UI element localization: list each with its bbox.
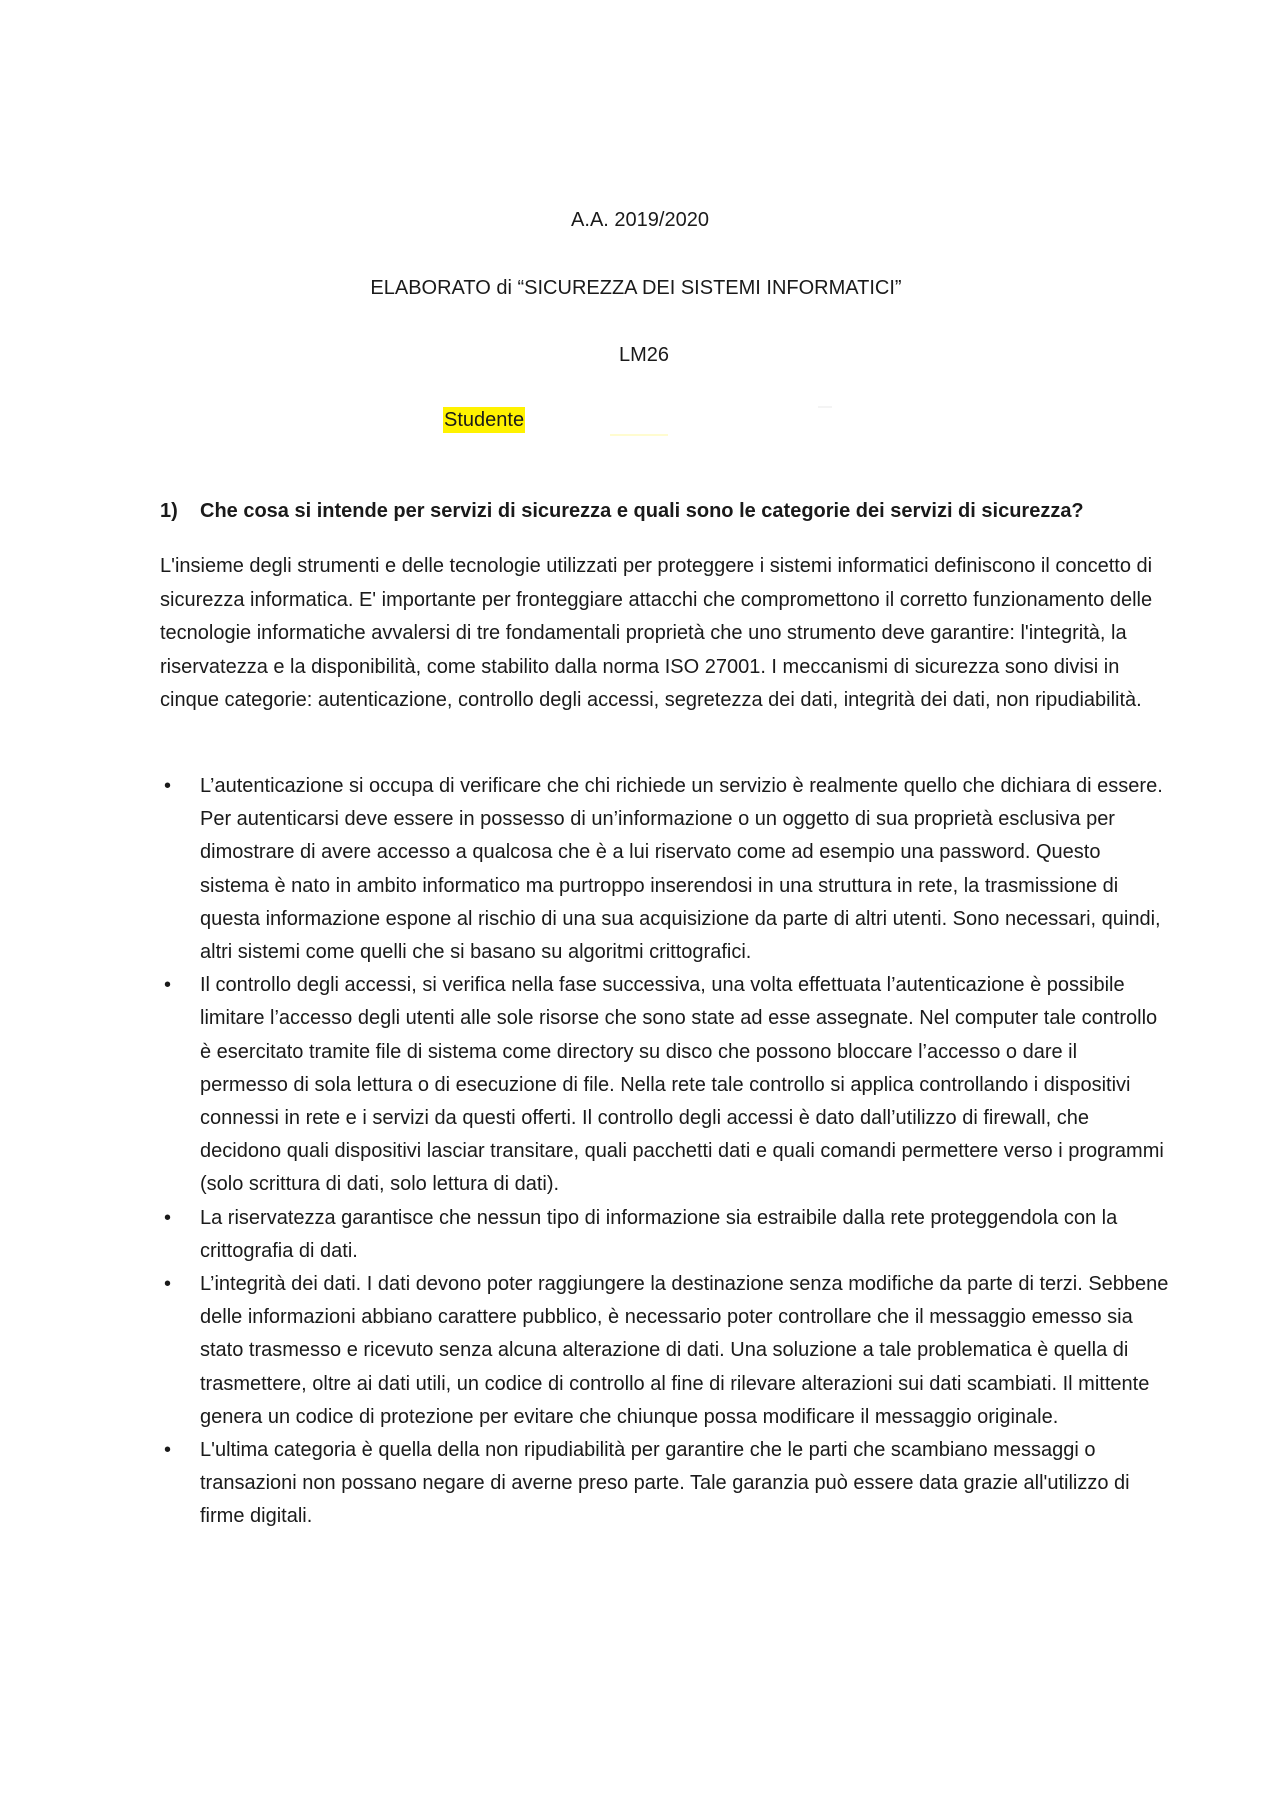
intro-paragraph: L'insieme degli strumenti e delle tecnologie utilizzati per proteggere i sistemi informatici definiscono il concetto di sicurezza informatica. E' importante per fronteggiare attacchi che compromettono il corretto funzionamento delle tecnologie informatiche avvalersi di tre fondamentali proprietà che uno strumento deve garantire: l'integrità, la riservatezza e la disponibilità, come stabilito dalla norma ISO 27001. I meccanismi di sicurezza sono divisi in cinque categorie: autenticazione, controllo degli accessi, segretezza dei dati, integrità dei dati, non ripudiabilità. [160,555,1153,711]
list-item [160,1268,1170,1434]
academic-year: A.A. 2019/2020 [571,209,709,231]
bullet-icon: • [164,1439,172,1462]
bullet-icon: • [164,974,172,997]
bullet-icon: • [164,775,172,797]
list-item-text: L’integrità dei dati. I dati devono poter raggiungere la destinazione senza modifiche da parte di terzi. Sebbene delle informazioni abbiano carattere pubblico, è necessario poter controllare che il messaggio emesso sia stato trasmesso e ricevuto senza alcuna alterazione di dati. Una soluzione a tale problematica è quella di trasmettere, oltre ai dati utili, un codice di controllo al fine di rilevare alterazioni sui dati scambiati. Il mittente genera un codice di protezione per evitare che chiunque possa modificare il messaggio originale. [200,1273,1169,1428]
student-label-highlighted: Studente [444,409,525,431]
document-title: ELABORATO di “SICUREZZA DEI SISTEMI INFORMATICI” [370,277,902,299]
bullet-icon: • [164,1206,172,1229]
category-list [160,770,1170,1534]
question-text: Che cosa si intende per servizi di sicurezza e quali sono le categorie dei servizi di sicurezza? [200,500,1084,522]
redacted-name-mark [610,434,668,436]
list-item-text: L'ultima categoria è quella della non ripudiabilità per garantire che le parti che scambiano messaggi o transazioni non possano negare di averne preso parte. Tale garanzia può essere data grazie all'utilizzo di firme digitali. [200,1439,1130,1528]
course-code: LM26 [618,344,670,366]
redacted-name-mark-2 [818,406,832,408]
question-number: 1) [160,500,178,522]
list-item-text: Il controllo degli accessi, si verifica nella fase successiva, una volta effettuata l’autenticazione è possibile limitare l’accesso degli utenti alle sole risorse che sono state ad esse assegnate. Nel computer tale controllo è esercitato tramite file di sistema come directory su disco che possono bloccare l’accesso o dare il permesso di sola lettura o di esecuzione di file. Nella rete tale controllo si applica controllando i dispositivi connessi in rete e i servizi da questi offerti. Il controllo degli accessi è dato dall’utilizzo di firewall, che decidono quali dispositivi lasciar transitare, quali pacchetti dati e quali comandi permettere verso i programmi (solo scrittura di dati, solo lettura di dati). [200,974,1164,1196]
list-item [160,1434,1170,1534]
list-item [160,969,1170,1201]
list-item-text: La riservatezza garantisce che nessun tipo di informazione sia estraibile dalla rete proteggendola con la crittografia di dati. [200,1206,1118,1262]
list-item-text: L’autenticazione si occupa di verificare che chi richiede un servizio è realmente quello che dichiara di essere. Per autenticarsi deve essere in possesso di un’informazione o un oggetto di sua proprietà esclusiva per dimostrare di avere accesso a qualcosa che è a lui riservato come ad esempio una password. Questo sistema è nato in ambito informatico ma purtroppo inserendosi in una struttura in rete, la trasmissione di questa informazione espone al rischio di una sua acquisizione da parte di altri utenti. Sono necessari, quindi, altri sistemi come quelli che si basano su algoritmi crittografici. [200,775,1163,964]
bullet-icon: • [164,1273,172,1296]
list-item [160,1202,1170,1268]
question-heading [160,498,1160,524]
list-item [160,770,1170,969]
